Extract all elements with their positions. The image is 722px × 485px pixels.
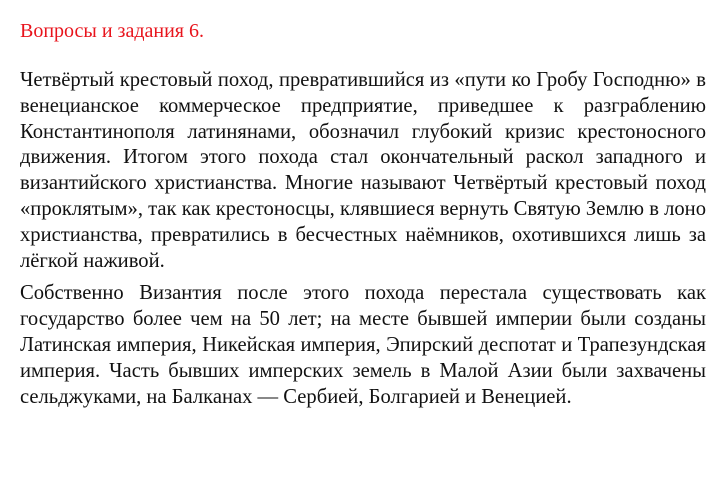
section-heading: Вопросы и задания 6.	[20, 20, 204, 42]
paragraph-fourth-crusade: Четвёртый крестовый поход, превратившийся из «пути ко Гробу Господню» в венецианское коммерческое предприятие, приведшее к разграблению Константинополя латинянами, обозначил глубокий кризис крестоносного движения. Итогом этого похода стал окончательный раскол западного и византийского христианства. Многие называют Четвёртый крестовый поход «проклятым», так как крестоносцы, клявшиеся вернуть Святую Землю в лоно христианства, превратились в бесчестных наёмников, охотившихся лишь за лёгкой наживой.	[20, 69, 706, 272]
document-page	[20, 18, 706, 410]
paragraph-byzantium-aftermath: Собственно Византия после этого похода перестала существовать как государство более чем на 50 лет; на месте бывшей империи были созданы Латинская империя, Никейская империя, Эпирский деспотат и Трапезундская империя. Часть бывших имперских земель в Малой Азии были захвачены сельджуками, на Балканах — Сербией, Болгарией и Венецией.	[20, 282, 706, 408]
